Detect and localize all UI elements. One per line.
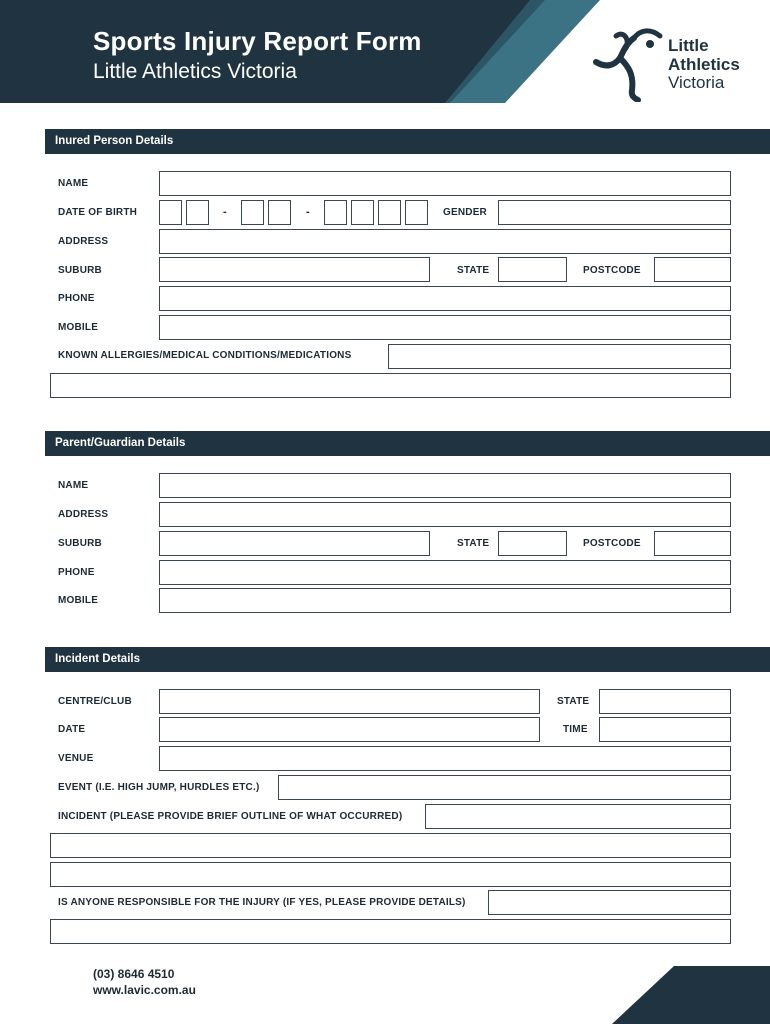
guardian-mobile-label: MOBILE <box>58 595 99 606</box>
responsible-label: IS ANYONE RESPONSIBLE FOR THE INJURY (IF YES, PLEASE PROVIDE DETAILS) <box>58 897 466 908</box>
club-field[interactable] <box>159 689 540 714</box>
dob-year-digit-1[interactable] <box>324 200 347 225</box>
page-subtitle: Little Athletics Victoria <box>93 60 297 83</box>
incident-state-field[interactable] <box>599 689 731 714</box>
guardian-name-field[interactable] <box>159 473 731 498</box>
section-header-guardian <box>45 431 770 456</box>
incident-state-label: STATE <box>557 696 590 707</box>
phone-label: PHONE <box>58 293 95 304</box>
dob-month-digit-2[interactable] <box>268 200 291 225</box>
guardian-postcode-field[interactable] <box>654 531 731 556</box>
guardian-phone-label: PHONE <box>58 567 95 578</box>
logo-text-line1: Little <box>668 36 709 55</box>
event-field[interactable] <box>278 775 731 800</box>
section-header-injured <box>45 129 770 154</box>
guardian-address-label: ADDRESS <box>58 509 109 520</box>
section-title: Parent/Guardian Details <box>55 437 186 449</box>
postcode-field[interactable] <box>654 257 731 282</box>
guardian-name-label: NAME <box>58 480 89 491</box>
page-title: Sports Injury Report Form <box>93 26 422 56</box>
logo-text-line2: Athletics <box>668 55 740 74</box>
allergies-field-continued[interactable] <box>50 373 731 398</box>
state-label: STATE <box>457 265 490 276</box>
runner-icon <box>588 22 666 102</box>
dob-month-digit-1[interactable] <box>241 200 264 225</box>
allergies-field[interactable] <box>388 344 731 369</box>
gender-field[interactable] <box>498 200 731 225</box>
gender-label: GENDER <box>443 207 487 218</box>
dob-year-digit-4[interactable] <box>405 200 428 225</box>
logo-text-line3: Victoria <box>668 73 725 92</box>
section-title: Inured Person Details <box>55 135 174 147</box>
time-label: TIME <box>563 724 588 735</box>
responsible-field[interactable] <box>488 890 731 915</box>
guardian-suburb-label: SUBURB <box>58 538 102 549</box>
state-field[interactable] <box>498 257 567 282</box>
address-label: ADDRESS <box>58 236 109 247</box>
incident-outline-field-line-2[interactable] <box>50 833 731 858</box>
mobile-field[interactable] <box>159 315 731 340</box>
suburb-label: SUBURB <box>58 265 102 276</box>
dob-separator: - <box>223 206 227 218</box>
phone-field[interactable] <box>159 286 731 311</box>
footer-website[interactable]: www.lavic.com.au <box>93 983 196 997</box>
section-title: Incident Details <box>55 653 140 665</box>
date-field[interactable] <box>159 717 540 742</box>
dob-year-digit-2[interactable] <box>351 200 374 225</box>
dob-day-digit-2[interactable] <box>186 200 209 225</box>
guardian-phone-field[interactable] <box>159 560 731 585</box>
name-field[interactable] <box>159 171 731 196</box>
responsible-field-continued[interactable] <box>50 919 731 944</box>
footer-phone: (03) 8646 4510 <box>93 967 175 981</box>
footer-decoration <box>612 966 770 1024</box>
mobile-label: MOBILE <box>58 322 99 333</box>
address-field[interactable] <box>159 229 731 254</box>
dob-separator: - <box>306 206 310 218</box>
guardian-address-field[interactable] <box>159 502 731 527</box>
organization-logo <box>588 22 758 102</box>
allergies-label: KNOWN ALLERGIES/MEDICAL CONDITIONS/MEDICATIONS <box>58 350 352 361</box>
date-label: DATE <box>58 724 86 735</box>
dob-label: DATE OF BIRTH <box>58 207 138 218</box>
incident-outline-field[interactable] <box>425 804 731 829</box>
dob-day-digit-1[interactable] <box>159 200 182 225</box>
incident-outline-label: INCIDENT (PLEASE PROVIDE BRIEF OUTLINE OF WHAT OCCURRED) <box>58 811 403 822</box>
venue-field[interactable] <box>159 746 731 771</box>
time-field[interactable] <box>599 717 731 742</box>
section-header-incident <box>45 647 770 672</box>
venue-label: VENUE <box>58 753 94 764</box>
name-label: NAME <box>58 178 89 189</box>
incident-outline-field-line-3[interactable] <box>50 862 731 887</box>
guardian-mobile-field[interactable] <box>159 588 731 613</box>
guardian-postcode-label: POSTCODE <box>583 538 641 549</box>
guardian-suburb-field[interactable] <box>159 531 430 556</box>
postcode-label: POSTCODE <box>583 265 641 276</box>
guardian-state-field[interactable] <box>498 531 567 556</box>
suburb-field[interactable] <box>159 257 430 282</box>
club-label: CENTRE/CLUB <box>58 696 132 707</box>
event-label: EVENT (I.E. HIGH JUMP, HURDLES ETC.) <box>58 782 260 793</box>
dob-year-digit-3[interactable] <box>378 200 401 225</box>
guardian-state-label: STATE <box>457 538 490 549</box>
